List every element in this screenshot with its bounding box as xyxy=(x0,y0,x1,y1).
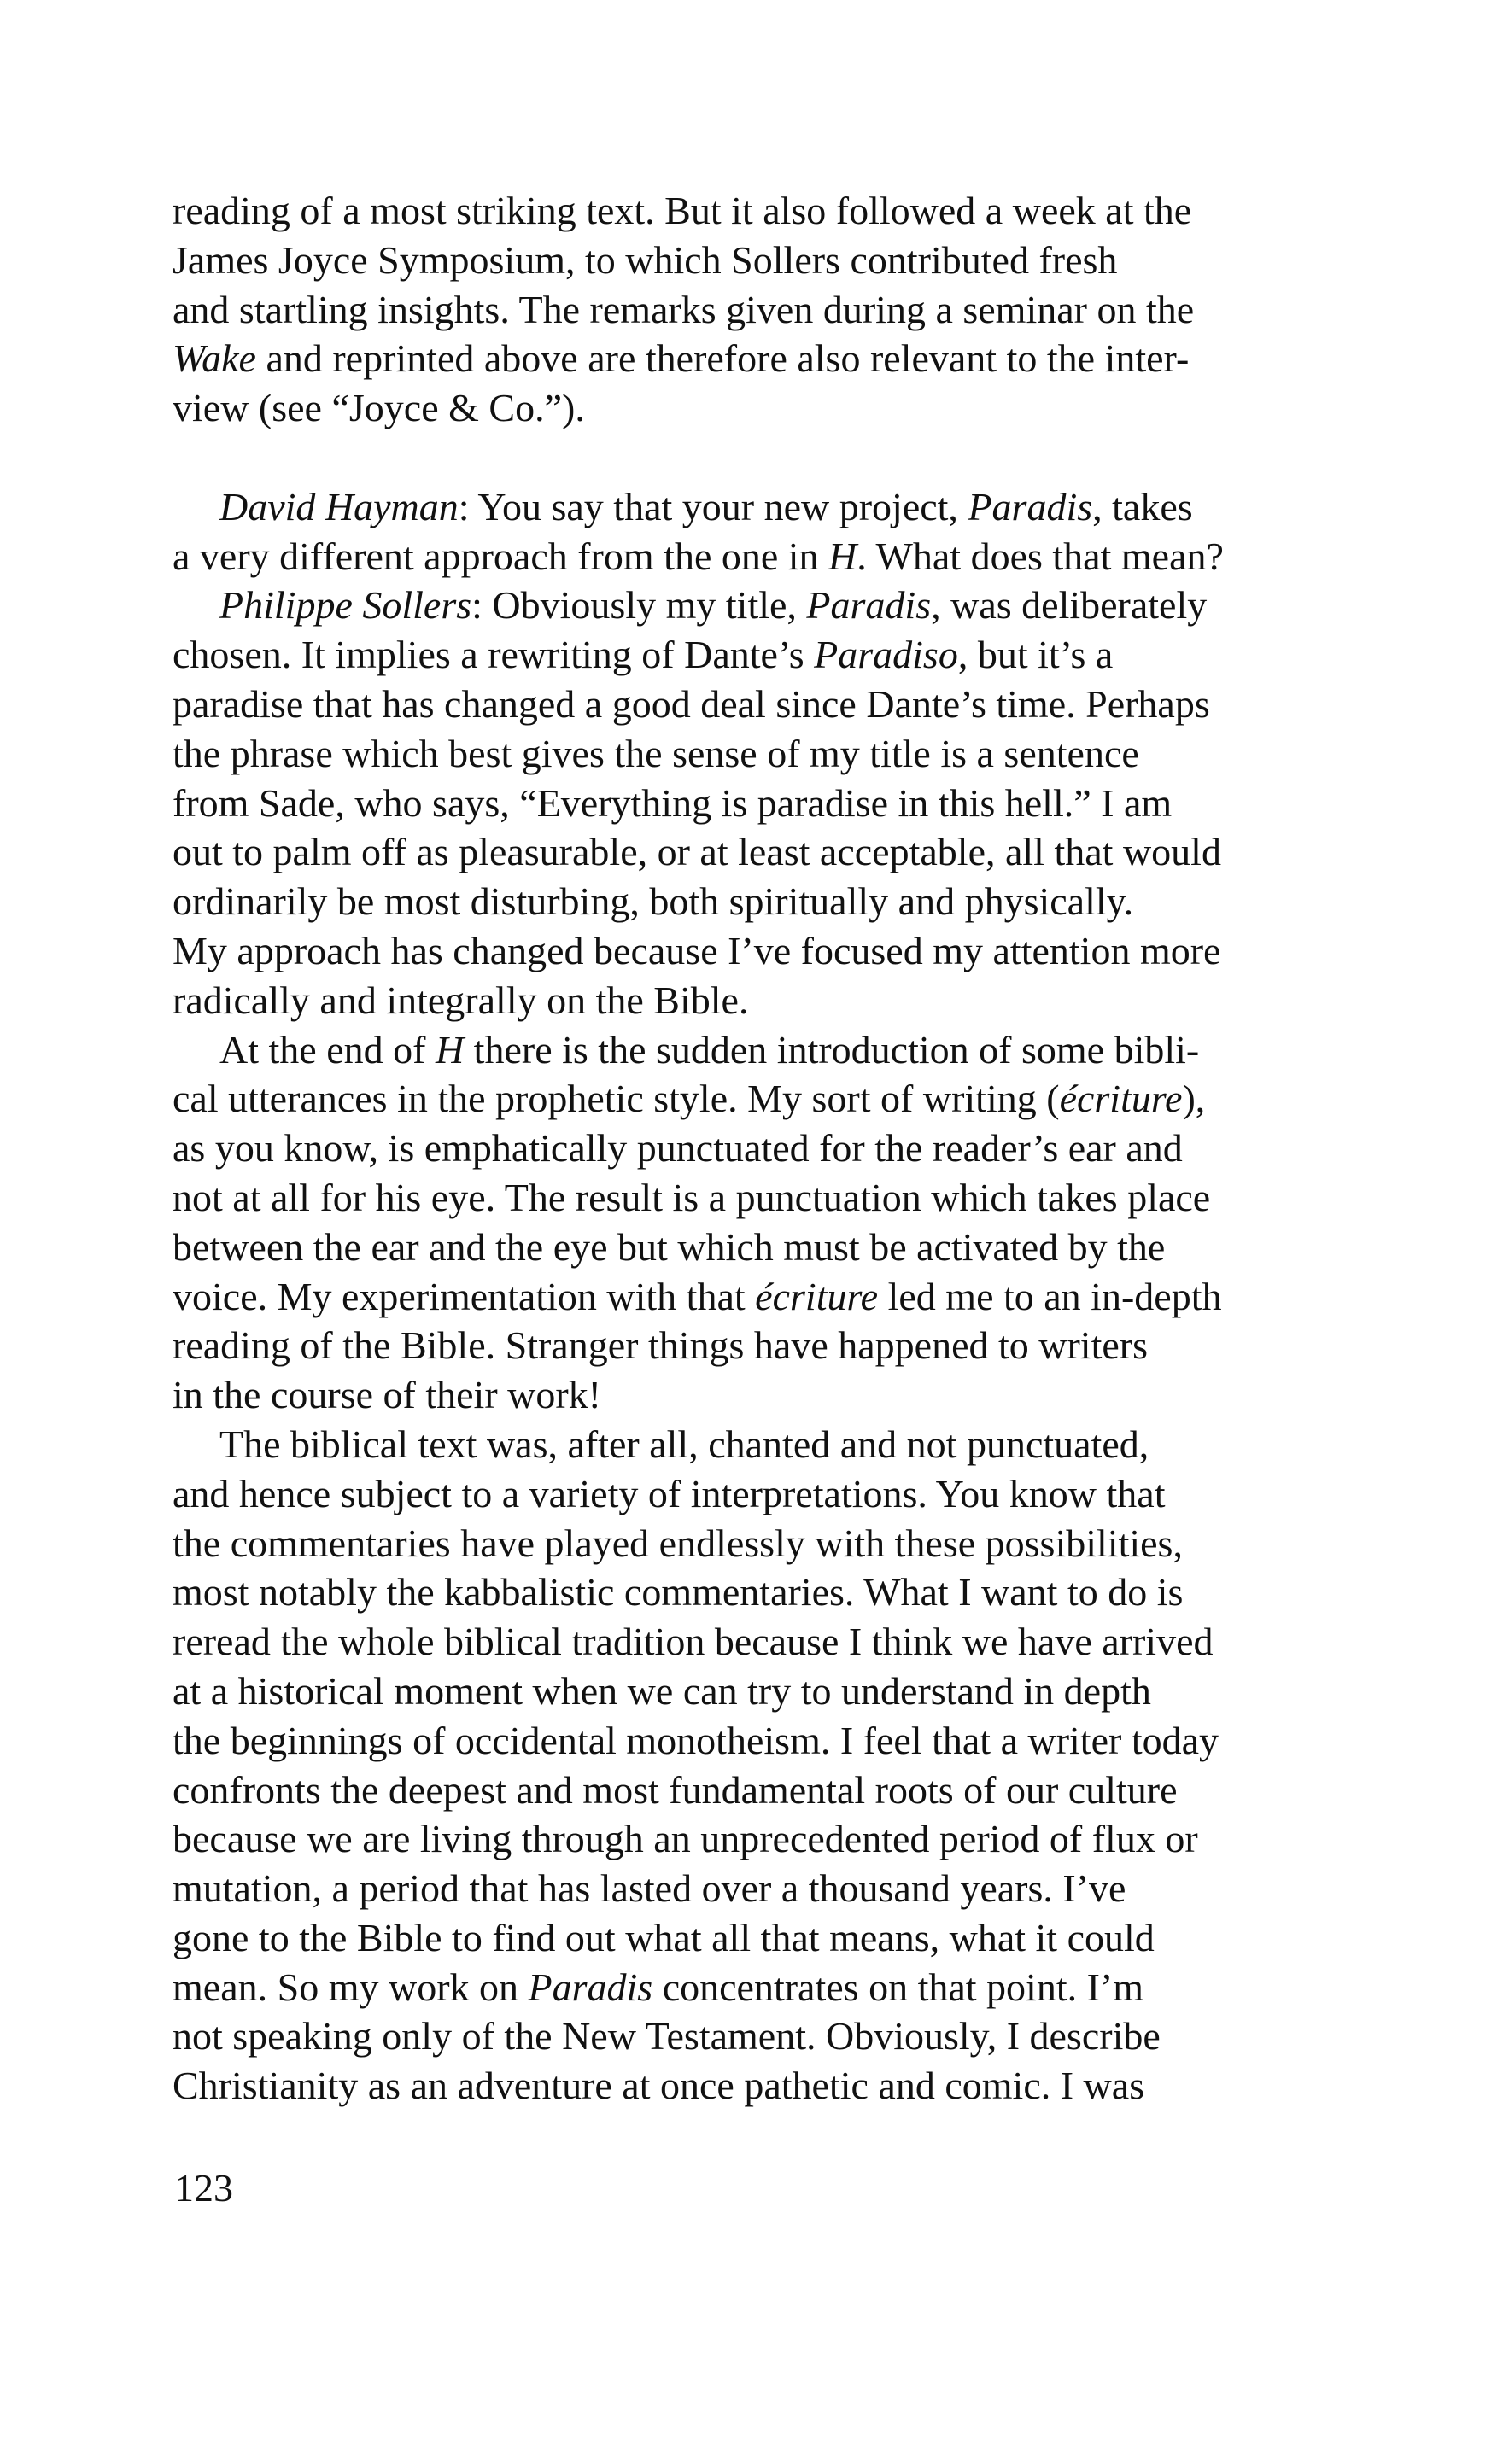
text-run: from Sade, who says, “Everything is paradise in this hell.” I am xyxy=(173,780,1173,825)
text-line xyxy=(173,1519,1368,1568)
text-run: : Obviously my title, xyxy=(471,583,807,628)
text-run: : You say that your new project, xyxy=(458,484,968,528)
text-line xyxy=(173,1173,1368,1223)
text-run: in the course of their work! xyxy=(173,1373,602,1417)
text-line xyxy=(173,1074,1368,1124)
text-run: reading of a most striking text. But it also followed a week at the xyxy=(173,189,1192,232)
text-run: gone to the Bible to find out what all that means, what it could xyxy=(173,1915,1155,1959)
text-run: James Joyce Symposium, to which Sollers contributed fresh xyxy=(173,237,1118,282)
text-run: ), xyxy=(1182,1077,1206,1121)
italic-text: Paradis xyxy=(968,484,1093,528)
text-run: the phrase which best gives the sense of my title is a sentence xyxy=(173,731,1139,775)
text-run: and hence subject to a variety of interpretations. You know that xyxy=(173,1471,1166,1515)
text-line xyxy=(173,1913,1368,1963)
text-run: there is the sudden introduction of some bibli- xyxy=(464,1027,1200,1071)
text-line xyxy=(173,1272,1368,1322)
text-run: My approach has changed because I’ve focused my attention more xyxy=(173,928,1221,972)
text-line xyxy=(173,729,1368,779)
page-number: 123 xyxy=(174,2166,233,2210)
paragraph-gap xyxy=(173,433,1368,482)
text-line xyxy=(173,1864,1368,1913)
text-line xyxy=(173,827,1368,877)
italic-text: Paradiso xyxy=(814,633,958,677)
italic-text: Wake xyxy=(173,336,256,381)
text-line xyxy=(173,1716,1368,1766)
paragraph xyxy=(173,186,1368,433)
italic-text: David Hayman xyxy=(219,484,459,528)
text-run: as you know, is emphatically punctuated for the reader’s ear and xyxy=(173,1126,1183,1171)
body-text xyxy=(173,186,1368,2111)
text-run: the beginnings of occidental monotheism. I feel that a writer today xyxy=(173,1718,1219,1762)
italic-text: écriture xyxy=(755,1274,879,1318)
paragraph xyxy=(173,1420,1368,2111)
text-run: out to palm off as pleasurable, or at least acceptable, all that would xyxy=(173,830,1221,874)
text-line xyxy=(173,1617,1368,1667)
italic-text: Paradis xyxy=(806,583,932,628)
text-line xyxy=(173,926,1368,976)
text-run: and reprinted above are therefore also relevant to the inter- xyxy=(255,336,1190,381)
text-line xyxy=(173,877,1368,926)
text-run: cal utterances in the prophetic style. My sort of writing ( xyxy=(173,1077,1060,1121)
text-line xyxy=(173,532,1368,581)
text-line xyxy=(173,1420,1368,1469)
text-run: between the ear and the eye but which must be activated by the xyxy=(173,1224,1166,1269)
italic-text: H xyxy=(828,534,857,578)
text-line xyxy=(173,186,1368,236)
paragraph xyxy=(173,581,1368,1025)
text-line xyxy=(173,1814,1368,1864)
italic-text: Paradis xyxy=(528,1965,653,2009)
text-run: radically and integrally on the Bible. xyxy=(173,978,749,1022)
text-line xyxy=(173,1667,1368,1716)
text-run: paradise that has changed a good deal since Dante’s time. Perhaps xyxy=(173,681,1210,726)
text-run: . What does that mean? xyxy=(857,534,1224,578)
text-run: at a historical moment when we can try to understand in depth xyxy=(173,1668,1151,1713)
text-line xyxy=(173,1469,1368,1519)
text-line xyxy=(173,630,1368,680)
text-run: mean. So my work on xyxy=(173,1965,529,2009)
text-line xyxy=(173,2011,1368,2061)
text-line xyxy=(173,2061,1368,2111)
text-run: because we are living through an unprecedented period of flux or xyxy=(173,1817,1198,1861)
text-line xyxy=(173,1370,1368,1420)
text-run: reread the whole biblical tradition because I think we have arrived xyxy=(173,1620,1214,1664)
text-run: view (see “Joyce & Co.”). xyxy=(173,386,585,430)
text-line xyxy=(173,285,1368,335)
text-run: most notably the kabbalistic commentaries. What I want to do is xyxy=(173,1570,1184,1614)
text-line xyxy=(173,236,1368,285)
text-run: ordinarily be most disturbing, both spiritually and physically. xyxy=(173,879,1134,924)
italic-text: Philippe Sollers xyxy=(219,583,472,628)
italic-text: H xyxy=(435,1027,465,1071)
paragraph xyxy=(173,1025,1368,1420)
text-run: At the end of xyxy=(219,1027,436,1071)
text-line xyxy=(173,1321,1368,1370)
text-run: , but it’s a xyxy=(957,633,1114,677)
text-run: reading of the Bible. Stranger things have happened to writers xyxy=(173,1323,1149,1368)
text-run: a very different approach from the one in xyxy=(173,534,829,578)
text-line xyxy=(173,1124,1368,1173)
paragraph xyxy=(173,482,1368,581)
text-run: , was deliberately xyxy=(931,583,1208,628)
text-run: The biblical text was, after all, chanted and not punctuated, xyxy=(219,1422,1149,1466)
text-run: Christianity as an adventure at once pathetic and comic. I was xyxy=(173,2064,1145,2108)
text-run: and startling insights. The remarks given during a seminar on the xyxy=(173,287,1195,331)
text-line xyxy=(173,1223,1368,1272)
text-line xyxy=(173,383,1368,433)
text-run: not speaking only of the New Testament. Obviously, I describe xyxy=(173,2014,1161,2058)
italic-text: écriture xyxy=(1059,1077,1183,1121)
text-run: , takes xyxy=(1092,484,1193,528)
text-line xyxy=(173,680,1368,729)
text-run: voice. My experimentation with that xyxy=(173,1274,756,1318)
text-line xyxy=(173,976,1368,1025)
text-run: mutation, a period that has lasted over a thousand years. I’ve xyxy=(173,1866,1126,1911)
text-run: not at all for his eye. The result is a punctuation which takes place xyxy=(173,1175,1211,1219)
text-line xyxy=(173,482,1368,532)
text-line xyxy=(173,581,1368,630)
text-line xyxy=(173,1568,1368,1617)
text-line xyxy=(173,1766,1368,1815)
text-line xyxy=(173,334,1368,383)
text-line xyxy=(173,1025,1368,1075)
text-run: the commentaries have played endlessly with these possibilities, xyxy=(173,1521,1183,1565)
text-run: led me to an in-depth xyxy=(878,1274,1222,1318)
text-run: chosen. It implies a rewriting of Dante’s xyxy=(173,633,815,677)
text-run: concentrates on that point. I’m xyxy=(652,1965,1144,2009)
text-run: confronts the deepest and most fundamental roots of our culture xyxy=(173,1767,1178,1812)
text-line xyxy=(173,1963,1368,2012)
text-line xyxy=(173,779,1368,828)
